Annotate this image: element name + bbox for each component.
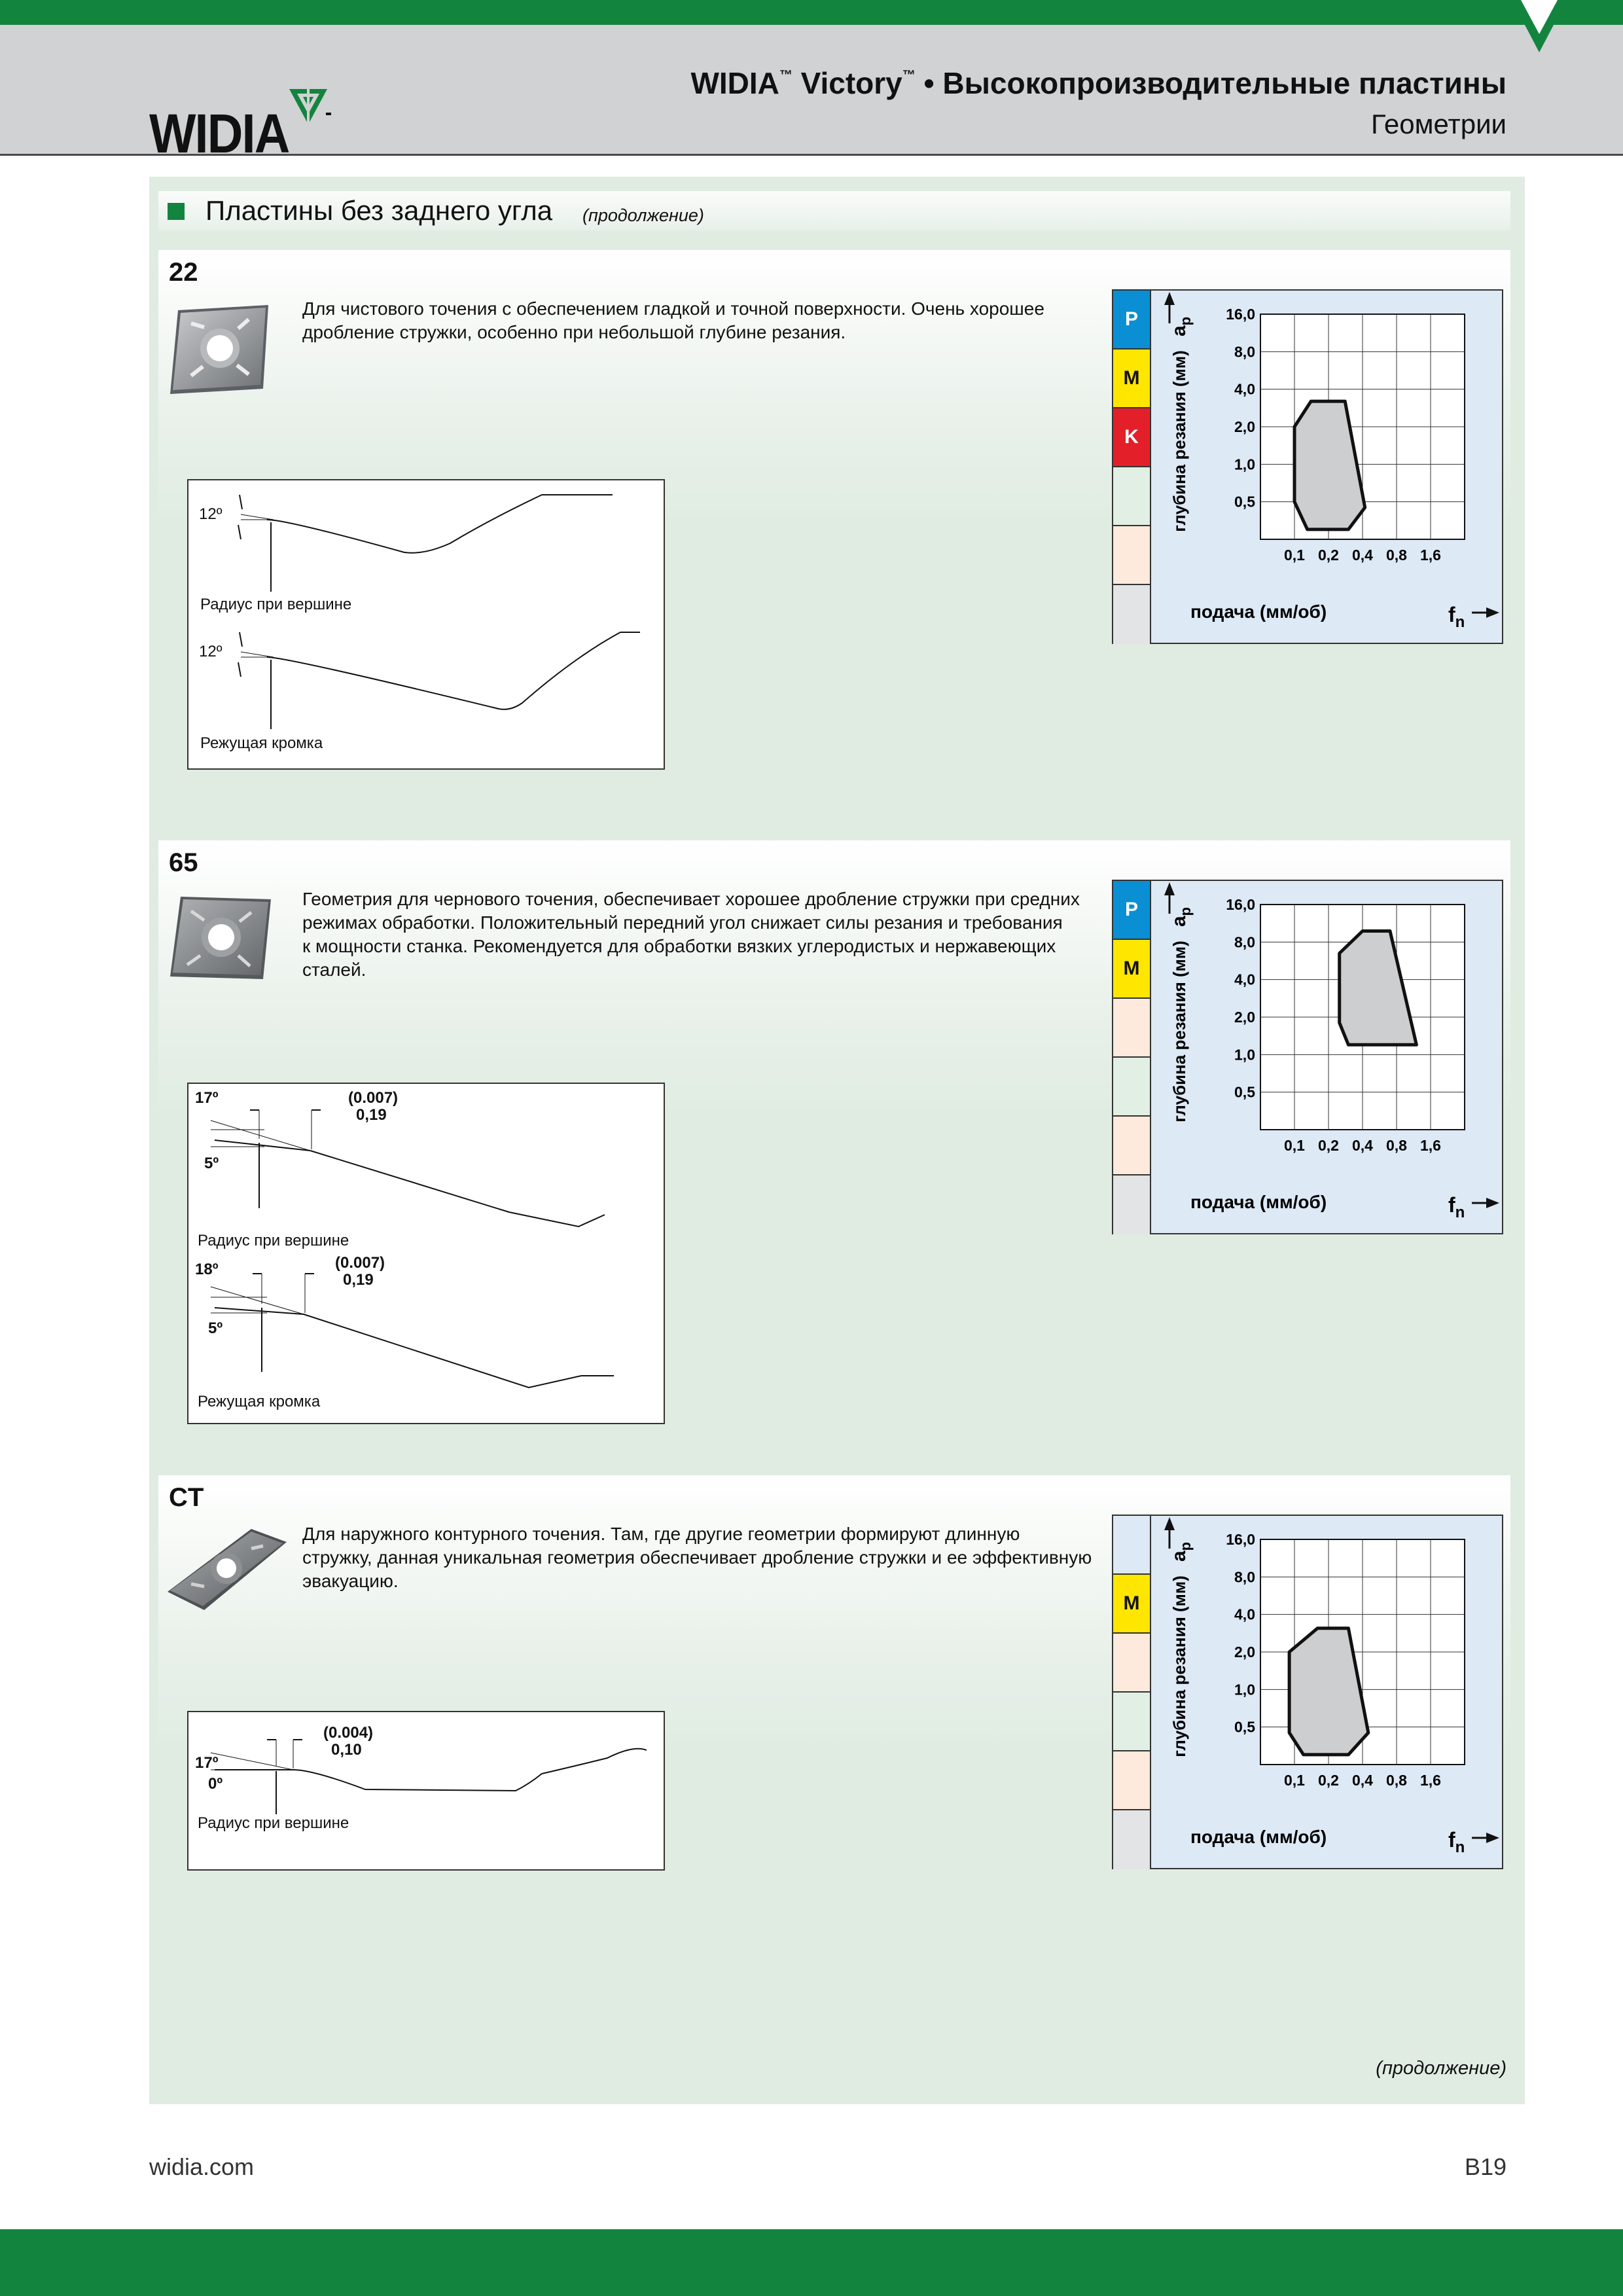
profile-angle-label: 17º: [195, 1089, 219, 1107]
cutting-data-chart: [1112, 880, 1503, 1234]
chart-plot: [1113, 291, 1502, 643]
x-tick-label: 0,4: [1352, 547, 1373, 564]
page-subtitle: Геометрии: [1370, 109, 1507, 139]
x-tick-label: 0,4: [1352, 1137, 1373, 1154]
y-axis-symbol-subscript: p: [1177, 906, 1194, 916]
profile-dimension-label: 0,19: [356, 1106, 387, 1124]
x-tick-label: 0,8: [1386, 1137, 1407, 1154]
y-axis-arrowhead-icon: [1164, 1517, 1175, 1530]
profile-dimension-label: 0,10: [331, 1741, 362, 1759]
material-group-cell: P: [1113, 291, 1151, 350]
x-axis-symbol: $f_n$: [1448, 1193, 1465, 1221]
geometry-description: Для чистового точения с обеспечением гладкой и точной поверхности. Очень хорошее дробление стружки, особенно при небольшой глубине резания.: [302, 298, 1044, 342]
y-tick-label: 2,0: [1234, 1643, 1255, 1660]
footer-page-number: B19: [1464, 2153, 1507, 2180]
y-tick-label: 1,0: [1234, 456, 1255, 473]
section-header: [158, 191, 1510, 230]
chart-plot: [1113, 1516, 1502, 1868]
x-axis-symbol-subscript: n: [1455, 613, 1465, 631]
x-axis-symbol-subscript: n: [1455, 1204, 1465, 1221]
y-tick-label: 16,0: [1226, 1531, 1255, 1548]
x-tick-label: 1,6: [1420, 547, 1441, 564]
profile-caption: Радиус при вершине: [200, 596, 352, 613]
x-axis-label: подача (мм/об): [1190, 1192, 1327, 1212]
x-axis-symbol-subscript: n: [1455, 1839, 1465, 1856]
x-tick-label: 0,1: [1284, 547, 1305, 564]
page-header: [0, 25, 1623, 164]
y-axis-symbol-subscript: p: [1177, 316, 1194, 326]
geometry-code: 65: [169, 848, 198, 877]
x-tick-label: 0,1: [1284, 1772, 1305, 1789]
bottom-green-bar: [0, 2229, 1623, 2296]
chart-plot: [1113, 881, 1502, 1233]
profile-angle-label: 12º: [199, 505, 223, 523]
x-tick-label: 0,2: [1318, 1772, 1339, 1789]
x-axis-label: подача (мм/об): [1190, 601, 1327, 622]
insert-ct-image-icon: [165, 1522, 289, 1614]
logo-wordmark: WIDIA: [149, 103, 289, 164]
profile-drawing: [188, 480, 666, 771]
x-tick-label: 0,2: [1318, 1137, 1339, 1154]
x-tick-label: 0,8: [1386, 1772, 1407, 1789]
cutting-data-chart: [1112, 1515, 1503, 1869]
page-title: WIDIA™ Victory™ • Высокопроизводительные пластины: [690, 66, 1507, 100]
y-axis-symbol-subscript: p: [1177, 1541, 1194, 1551]
y-tick-label: 1,0: [1234, 1681, 1255, 1698]
cutting-edge-profile: [187, 479, 665, 770]
profile-caption: Радиус при вершине: [198, 1814, 349, 1832]
profile-angle-label: 18º: [195, 1261, 219, 1278]
geometry-code: CT: [169, 1483, 204, 1512]
y-tick-label: 16,0: [1226, 896, 1255, 913]
geometry-block-22: [158, 250, 1510, 787]
profile-dimension-label: (0.004): [323, 1724, 374, 1742]
footer-continuation: (продолжение): [1376, 2058, 1507, 2079]
y-tick-label: 4,0: [1234, 971, 1255, 988]
profile-caption: Режущая кромка: [200, 734, 323, 752]
y-tick-label: 0,5: [1234, 1718, 1255, 1736]
material-group-cell: P: [1113, 881, 1151, 940]
profile-caption: Радиус при вершине: [198, 1232, 349, 1249]
profile-angle-label: 0º: [208, 1775, 223, 1793]
y-tick-label: 4,0: [1234, 1605, 1255, 1623]
x-tick-label: 0,4: [1352, 1772, 1373, 1789]
x-tick-label: 1,6: [1420, 1137, 1441, 1154]
profile-angle-label: 12º: [199, 643, 223, 660]
widia-triangle-logo-icon: [288, 86, 335, 130]
material-group-cell: M: [1113, 940, 1151, 999]
x-axis-arrowhead-icon: [1486, 1833, 1499, 1843]
cutting-edge-profile: [187, 1711, 665, 1871]
profile-angle-label: 5º: [208, 1319, 223, 1337]
section-square-icon: [168, 203, 185, 220]
corner-notch-icon: [1512, 0, 1567, 52]
section-continuation: (продолжение): [582, 206, 704, 225]
profile-caption: Режущая кромка: [198, 1393, 321, 1410]
y-axis-symbol: $a_p$: [1168, 1541, 1194, 1562]
y-axis-arrowhead-icon: [1164, 292, 1175, 305]
profile-angle-label: 17º: [195, 1754, 219, 1772]
material-group-cell: M: [1113, 350, 1151, 408]
x-tick-label: 0,2: [1318, 547, 1339, 564]
geometry-description: Для наружного контурного точения. Там, где другие геометрии формируют длинную стружку, данная уникальная геометрия обеспечивает дробление стружки и ее эффективную эвакуацию.: [302, 1524, 1092, 1591]
geometry-block-65: [158, 840, 1510, 1450]
footer-website: widia.com: [149, 2153, 255, 2180]
y-tick-label: 0,5: [1234, 493, 1255, 511]
y-tick-label: 2,0: [1234, 418, 1255, 435]
y-tick-label: 2,0: [1234, 1009, 1255, 1026]
x-axis-label: подача (мм/об): [1190, 1827, 1327, 1847]
y-axis-label: глубина резания (мм): [1169, 1575, 1189, 1757]
y-axis-symbol: $a_p$: [1168, 316, 1194, 336]
geometry-code: 22: [169, 258, 198, 287]
material-group-cell: M: [1113, 1575, 1151, 1634]
y-tick-label: 1,0: [1234, 1046, 1255, 1064]
x-tick-label: 0,1: [1284, 1137, 1305, 1154]
y-tick-label: 8,0: [1234, 1568, 1255, 1586]
y-tick-label: 8,0: [1234, 343, 1255, 361]
profile-drawing: [188, 1712, 666, 1872]
material-group-cell: K: [1113, 408, 1151, 467]
insert-65-image-icon: [165, 888, 275, 991]
y-tick-label: 16,0: [1226, 306, 1255, 323]
insert-22-image-icon: [165, 297, 275, 401]
profile-drawing: [188, 1084, 666, 1426]
y-tick-label: 0,5: [1234, 1083, 1255, 1101]
geometry-block-ct: [158, 1475, 1510, 2045]
x-axis-arrowhead-icon: [1486, 607, 1499, 618]
profile-dimension-label: 0,19: [343, 1271, 374, 1289]
profile-dimension-label: (0.007): [335, 1254, 385, 1272]
x-tick-label: 1,6: [1420, 1772, 1441, 1789]
geometry-description: Геометрия для чернового точения, обеспечивает хорошее дробление стружки при средних режимах обработки. Положительный передний угол снижает силы резания и требования к мощности станка. Рекомендуется для обработки вязких углеродистых и нержавеющих сталей.: [302, 889, 1080, 980]
y-tick-label: 8,0: [1234, 933, 1255, 951]
profile-dimension-label: (0.007): [348, 1089, 399, 1107]
section-title: Пластины без заднего угла: [205, 195, 553, 226]
x-axis-arrowhead-icon: [1486, 1198, 1499, 1208]
x-tick-label: 0,8: [1386, 547, 1407, 564]
top-green-bar: [0, 0, 1623, 25]
y-tick-label: 4,0: [1234, 380, 1255, 398]
y-axis-symbol: $a_p$: [1168, 906, 1194, 927]
y-axis-label: глубина резания (мм): [1169, 350, 1189, 532]
content-panel: [149, 177, 1525, 2104]
x-axis-symbol: $f_n$: [1448, 1828, 1465, 1856]
profile-angle-label: 5º: [204, 1155, 219, 1172]
x-axis-symbol: $f_n$: [1448, 603, 1465, 631]
cutting-data-chart: [1112, 289, 1503, 644]
cutting-edge-profile: [187, 1083, 665, 1424]
y-axis-arrowhead-icon: [1164, 882, 1175, 895]
y-axis-label: глубина резания (мм): [1169, 941, 1189, 1122]
